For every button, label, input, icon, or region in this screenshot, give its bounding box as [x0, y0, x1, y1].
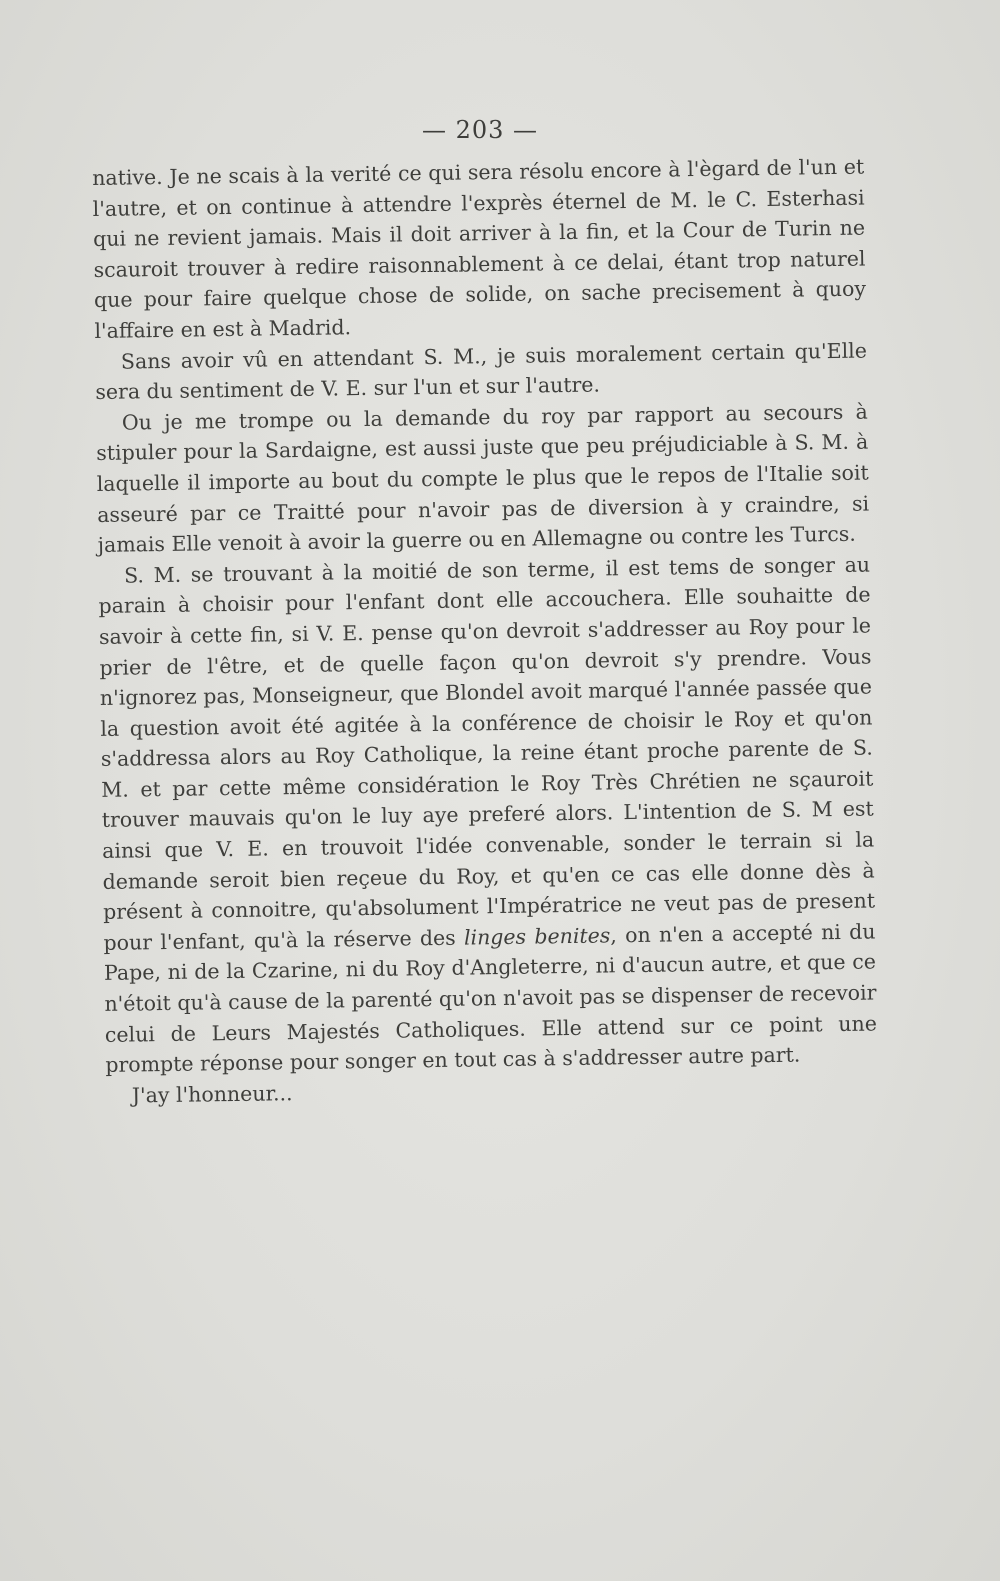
paragraph-4	[98, 549, 878, 1080]
closing-line: J'ay l'honneur...	[131, 1080, 293, 1108]
paragraph-3: Ou je me trompe ou la demande du roy par rapport au secours à stipuler pour la Sardaigne, est aussi juste que peu préjudiciable à S. M. à laquelle il importe au bout du compte le plus que le repos de l'Italie soit asseuré par ce Traitté pour n'avoir pas de diversion à y craindre, si jamais Elle venoit à avoir la guerre ou en Allemagne ou contre les Turcs.	[96, 399, 870, 558]
paragraph-4-text-b: , on n'en a accepté ni du Pape, ni de la Czarine, ni du Roy d'Angleterre, ni d'aucun autre, et que ce n'étoit qu'à cause de la parenté qu'on n'avoit pas se dispenser de recevoir celui de Leurs Majestés Catholiques. Elle attend sur ce point une prompte réponse pour songer en tout cas à s'addresser autre part.	[103, 919, 878, 1078]
page-number: — 203 —	[421, 116, 539, 144]
paragraph-4-italic: linges benites	[463, 923, 611, 950]
paragraph-4-text-a: S. M. se trouvant à la moitié de son terme, il est tems de songer au parain à choisir pour l'enfant dont elle accouchera. Elle souhaitte de savoir à cette fin, si V. E. pense qu'on devroit s'addresser au Roy pour le prier de l'être, et de quelle façon qu'on devroit s'y prendre. Vous n'ignorez pas, Monseigneur, que Blondel avoit marqué l'année passée que la question avoit été agitée à la conférence de choisir le Roy et qu'on s'addressa alors au Roy Catholique, la reine étant proche parente de S. M. et par cette même considération le Roy Très Chrétien ne sçauroit trouver mauvais qu'on le luy aye preferé alors. L'intention de S. M est ainsi que V. E. en trouvoit l'idée convenable, sonder le terrain si la demande seroit bien reçeue du Roy, et qu'en ce cas elle donne dès à présent à connoitre, qu'absolument l'Impératrice ne veut pas de present pour l'enfant, qu'à la réserve des	[98, 552, 876, 955]
paragraph-2: Sans avoir vû en attendant S. M., je suis moralement certain qu'Elle sera du sentiment de V. E. sur l'un et sur l'autre.	[95, 338, 868, 405]
letter-body	[92, 152, 878, 1112]
paragraph-1: native. Je ne scais à la verité ce qui sera résolu encore à l'ègard de l'un et l'autre, et on continue à attendre l'exprès éternel de M. le C. Esterhasi qui ne revient jamais. Mais il doit arriver à la fin, et la Cour de Turin ne scauroit trouver à redire raisonnablement à ce delai, étant trop naturel que pour faire quelque chose de solide, on sache precisement à quoy l'affaire en est à Madrid.	[92, 154, 867, 343]
